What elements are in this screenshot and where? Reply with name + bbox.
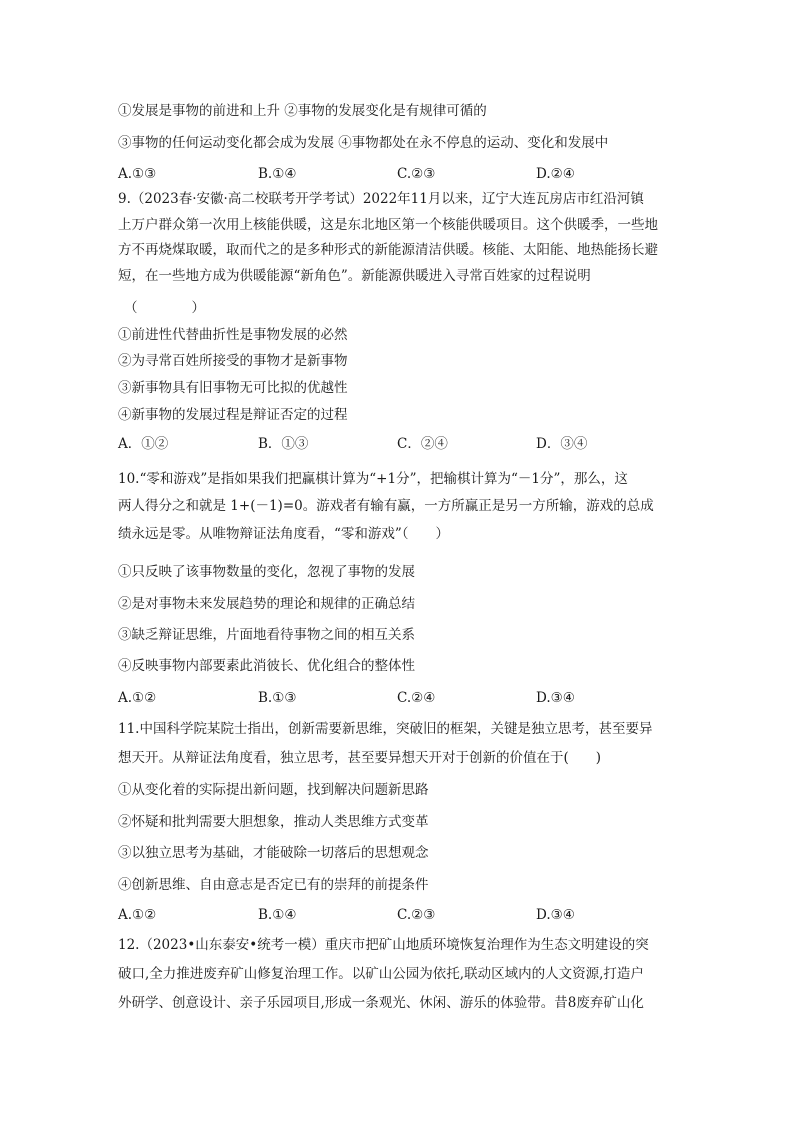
q11-statement-3: ③以独立思考为基础，才能破除一切落后的思想观念: [118, 845, 429, 861]
q11-option-a: A.①②: [118, 907, 157, 923]
q10-option-c: C.②④: [397, 690, 436, 706]
q8-options: [118, 165, 698, 183]
q11-option-c: C.②③: [397, 907, 436, 923]
q8-statement-3-4: ③事物的任何运动变化都会成为发展 ④事物都处在永不停息的运动、变化和发展中: [118, 135, 609, 151]
q8-option-b: B.①④: [258, 166, 297, 182]
q10-statement-2: ②是对事物未来发展趋势的理论和规律的正确总结: [118, 596, 415, 612]
q9-answer-blank: （ ）: [124, 300, 205, 316]
q11-stem-line-2: 想天开。从辩证法角度看，独立思考，甚至要异想天开对于创新的价值在于( ): [118, 750, 602, 766]
q9-option-b: B．①③: [258, 436, 309, 452]
q9-stem-line-1: 9.（2023春·安徽·高二校联考开学考试）2022年11月以来，辽宁大连瓦房店市红沿河镇: [118, 191, 644, 207]
q9-option-a: A．①②: [118, 436, 169, 452]
q10-stem-line-3: 绩永远是零。从唯物辩证法角度看，“零和游戏”（ ）: [118, 526, 450, 542]
q9-stem-line-3: 方不再烧煤取暖，取而代之的是多种形式的新能源清洁供暖。核能、太阳能、地热能扬长避: [118, 242, 658, 258]
q10-option-b: B.①③: [258, 690, 297, 706]
q10-statement-1: ①只反映了该事物数量的变化，忽视了事物的发展: [118, 564, 415, 580]
q8-option-c: C.②③: [397, 166, 436, 182]
q9-option-c: C．②④: [397, 436, 448, 452]
q11-stem-line-1: 11.中国科学院某院士指出，创新需要新思维，突破旧的框架，关键是独立思考，甚至要异: [118, 721, 653, 737]
q9-statement-4: ④新事物的发展过程是辩证否定的过程: [118, 407, 348, 423]
q9-options: [118, 435, 698, 453]
q9-option-d: D．③④: [536, 436, 588, 452]
q11-statement-2: ②怀疑和批判需要大胆想象，推动人类思维方式变革: [118, 814, 429, 830]
q11-option-b: B.①④: [258, 907, 297, 923]
q9-stem-line-2: 上万户群众第一次用上核能供暖，这是东北地区第一个核能供暖项目。这个供暖季，一些地: [118, 217, 658, 233]
q11-statement-1: ①从变化着的实际提出新问题，找到解决问题新思路: [118, 782, 429, 798]
q11-statement-4: ④创新思维、自由意志是否定已有的崇拜的前提条件: [118, 877, 429, 893]
q10-option-a: A.①②: [118, 690, 157, 706]
q9-statement-3: ③新事物具有旧事物无可比拟的优越性: [118, 380, 348, 396]
q10-statement-4: ④反映事物内部要素此消彼长、优化组合的整体性: [118, 658, 415, 674]
q8-option-d: D.②④: [536, 166, 575, 182]
q10-option-d: D.③④: [536, 690, 575, 706]
q12-stem-line-2: 破口,全力推进废弃矿山修复治理工作。以矿山公园为依托,联动区域内的人文资源,打造户: [118, 966, 644, 982]
q10-stem-line-1: 10.“零和游戏”是指如果我们把赢棋计算为“+1分”，把输棋计算为“－1分”，那么，这: [118, 471, 628, 487]
q12-stem-line-1: 12.（2023•山东泰安•统考一模）重庆市把矿山地质环境恢复治理作为生态文明建设的突: [118, 937, 649, 953]
q11-options: [118, 906, 698, 924]
q9-stem-line-4: 短，在一些地方成为供暖能源“新角色”。新能源供暖进入寻常百姓家的过程说明: [118, 268, 591, 284]
q12-stem-line-3: 外研学、创意设计、亲子乐园项目,形成一条观光、休闲、游乐的体验带。昔8废弃矿山化: [118, 995, 644, 1011]
q9-statement-1: ①前进性代替曲折性是事物发展的必然: [118, 327, 348, 343]
q11-option-d: D.③④: [536, 907, 575, 923]
q8-option-a: A.①③: [118, 166, 157, 182]
q10-stem-line-2: 两人得分之和就是 1+(－1)=0。游戏者有输有赢，一方所赢正是另一方所输，游戏的总成: [118, 498, 654, 514]
q8-statement-1-2: ①发展是事物的前进和上升 ②事物的发展变化是有规律可循的: [118, 103, 487, 119]
q9-statement-2: ②为寻常百姓所接受的事物才是新事物: [118, 353, 348, 369]
q10-options: [118, 689, 698, 707]
q10-statement-3: ③缺乏辩证思维，片面地看待事物之间的相互关系: [118, 627, 415, 643]
